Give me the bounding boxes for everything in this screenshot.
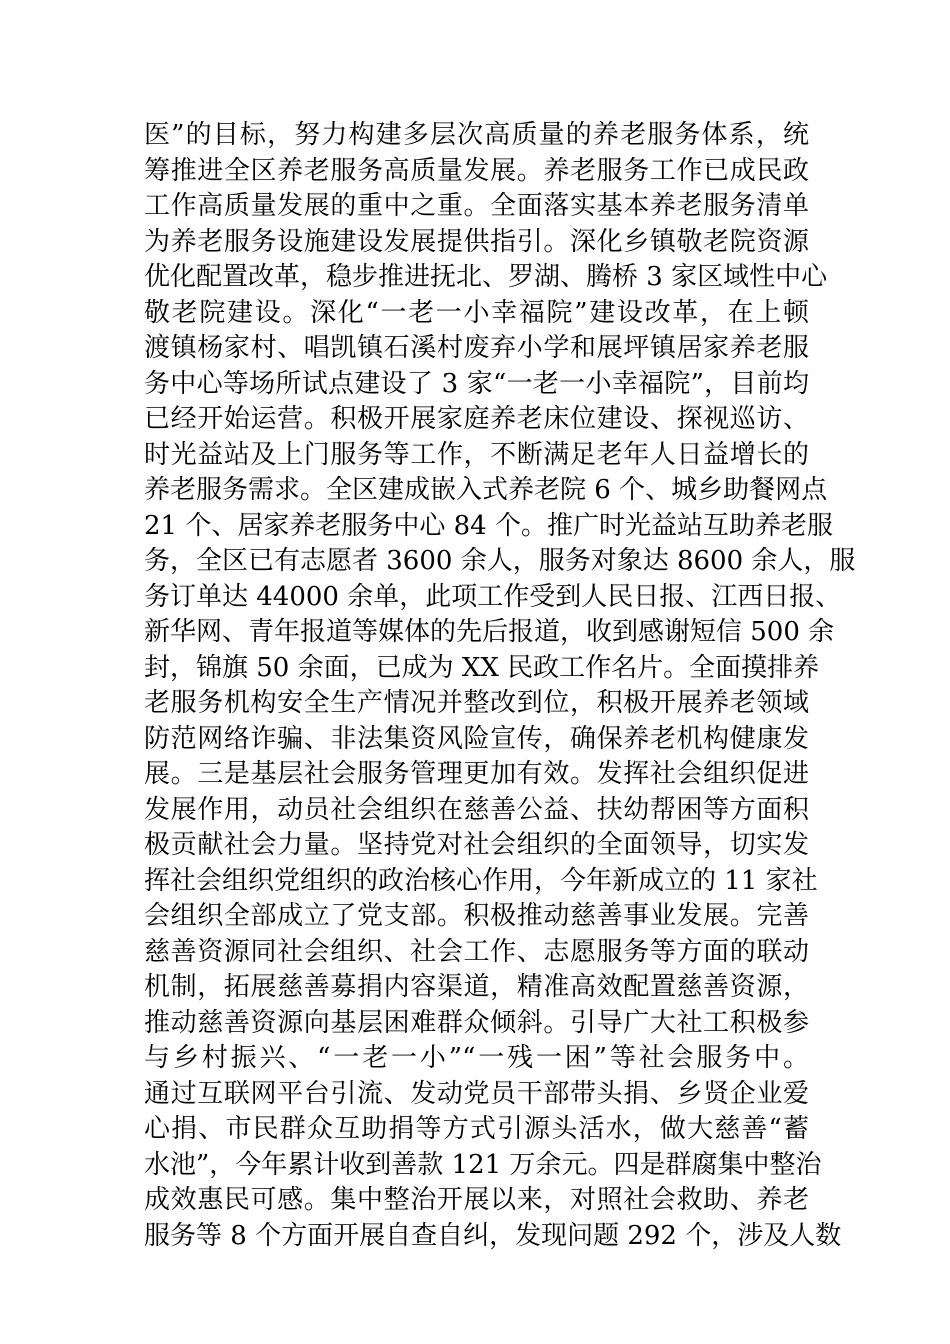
text-line: 敬老院建设。深化“一老一小幸福院”建设改革，在上顿 (144, 297, 809, 328)
text-line: 成效惠民可感。集中整治开展以来，对照社会救助、养老 (144, 1185, 809, 1215)
text-line: 已经开始运营。积极开展家庭养老床位建设、探视巡访、 (144, 404, 809, 434)
text-line: 服务等 8 个方面开展自查自纠，发现问题 292 个，涉及人数 (144, 1220, 842, 1251)
text-line: 心捐、市民群众互助捐等方式引源头活水，做大慈善“蓄 (144, 1114, 809, 1144)
text-line: 推动慈善资源向基层困难群众倾斜。引导广大社工积极参 (144, 1007, 809, 1038)
text-line: 防范网络诈骗、非法集资风险宣传，确保养老机构健康发 (144, 723, 809, 754)
text-line: 与乡村振兴、“一老一小”“一残一困”等社会服务中。 (144, 1043, 809, 1073)
text-line: 务订单达 44000 余单，此项工作受到人民日报、江西日报、 (144, 581, 842, 612)
text-line: 时光益站及上门服务等工作，不断满足老年人日益增长的 (144, 439, 809, 470)
text-line: 优化配置改革，稳步推进抚北、罗湖、腾桥 3 家区域性中心 (144, 262, 828, 292)
text-line: 会组织全部成立了党支部。积极推动慈善事业发展。完善 (144, 901, 809, 931)
text-line: 医”的目标，努力构建多层次高质量的养老服务体系，统 (144, 120, 809, 150)
text-line: 封，锦旗 50 余面，已成为 XX 民政工作名片。全面摸排养 (144, 652, 820, 683)
text-line: 通过互联网平台引流、发动党员干部带头捐、乡贤企业爱 (144, 1078, 809, 1109)
text-line: 渡镇杨家村、唱凯镇石溪村废弃小学和展坪镇居家养老服 (144, 333, 809, 363)
text-line: 水池”，今年累计收到善款 121 万余元。四是群腐集中整治 (144, 1149, 822, 1180)
text-line: 为养老服务设施建设发展提供指引。深化乡镇敬老院资源 (144, 226, 809, 257)
text-line: 工作高质量发展的重中之重。全面落实基本养老服务清单 (144, 191, 809, 221)
text-line: 新华网、青年报道等媒体的先后报道，收到感谢短信 500 余 (144, 617, 835, 647)
text-line: 展。三是基层社会服务管理更加有效。发挥社会组织促进 (144, 759, 809, 789)
text-line: 极贡献社会力量。坚持党对社会组织的全面领导，切实发 (144, 830, 809, 860)
text-line: 务中心等场所试点建设了 3 家“一老一小幸福院”，目前均 (144, 368, 809, 399)
text-line: 务，全区已有志愿者 3600 余人，服务对象达 8600 余人，服 (144, 546, 856, 576)
body-paragraph (144, 118, 856, 1254)
text-line: 挥社会组织党组织的政治核心作用，今年新成立的 11 家社 (144, 865, 818, 896)
text-line: 养老服务需求。全区建成嵌入式养老院 6 个、城乡助餐网点 (144, 475, 828, 505)
text-line: 发展作用，动员社会组织在慈善公益、扶幼帮困等方面积 (144, 794, 809, 825)
text-line: 老服务机构安全生产情况并整改到位，积极开展养老领域 (144, 688, 809, 718)
text-line: 筹推进全区养老服务高质量发展。养老服务工作已成民政 (144, 155, 809, 186)
text-line: 机制，拓展慈善募捐内容渠道，精准高效配置慈善资源， (144, 972, 809, 1002)
text-line: 慈善资源同社会组织、社会工作、志愿服务等方面的联动 (144, 936, 809, 967)
text-line: 21 个、居家养老服务中心 84 个。推广时光益站互助养老服 (144, 510, 833, 541)
